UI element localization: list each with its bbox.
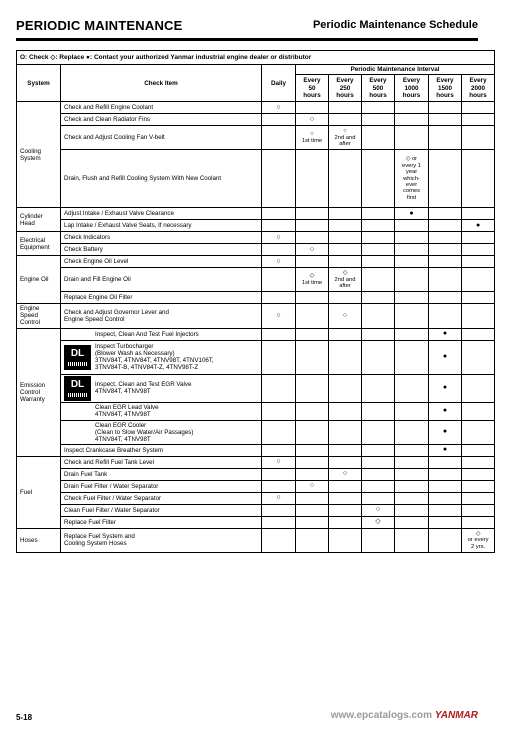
interval-cell	[362, 402, 395, 420]
check-item-cell	[61, 420, 262, 444]
table-row	[17, 232, 495, 244]
interval-cell	[462, 232, 495, 244]
check-item-label: Check and Adjust Governor Lever and Engine Speed Control	[64, 308, 169, 323]
daily-cell	[262, 402, 296, 420]
interval-cell	[395, 126, 429, 150]
interval-header: Every 250 hours	[329, 75, 362, 102]
interval-cell	[329, 102, 362, 114]
interval-cell	[462, 114, 495, 126]
check-item-cell	[61, 292, 262, 304]
interval-cell	[395, 402, 429, 420]
daily-cell	[262, 268, 296, 292]
daily-cell	[262, 208, 296, 220]
daily-cell	[262, 504, 296, 516]
daily-cell	[262, 244, 296, 256]
interval-cell	[296, 208, 329, 220]
interval-cell	[362, 340, 395, 374]
table-row	[17, 268, 495, 292]
check-item-cell	[61, 456, 262, 468]
interval-cell	[362, 304, 395, 328]
interval-cell	[429, 304, 462, 328]
check-item-cell	[61, 244, 262, 256]
check-item-label: Drain and Fill Engine Oil	[64, 276, 131, 284]
interval-cell	[462, 328, 495, 340]
daily-cell	[262, 516, 296, 528]
check-item-label: Lap Intake / Exhaust Valve Seats, If necessary	[64, 222, 192, 230]
table-row	[17, 528, 495, 552]
maintenance-schedule-table	[16, 50, 495, 553]
daily-cell	[262, 420, 296, 444]
check-item-label: Replace Engine Oil Filter	[64, 294, 133, 302]
table-row	[17, 444, 495, 456]
table-row	[17, 150, 495, 208]
interval-cell	[362, 480, 395, 492]
interval-cell	[296, 504, 329, 516]
table-row	[17, 480, 495, 492]
interval-cell: ○	[296, 480, 329, 492]
check-item-label: Check Engine Oil Level	[64, 258, 129, 266]
daily-cell	[262, 328, 296, 340]
interval-cell	[296, 516, 329, 528]
interval-cell	[329, 328, 362, 340]
interval-cell: ◇ 1st time	[296, 268, 329, 292]
interval-cell	[462, 516, 495, 528]
daily-cell	[262, 340, 296, 374]
interval-cell	[362, 126, 395, 150]
interval-cell: ●	[429, 420, 462, 444]
check-item-cell	[61, 208, 262, 220]
check-item-cell	[61, 444, 262, 456]
interval-cell	[395, 256, 429, 268]
table-row	[17, 244, 495, 256]
interval-cell	[296, 444, 329, 456]
daily-cell	[262, 374, 296, 402]
interval-cell	[296, 220, 329, 232]
interval-cell: ●	[429, 374, 462, 402]
interval-cell: ●	[429, 340, 462, 374]
check-item-label: Adjust Intake / Exhaust Valve Clearance	[64, 210, 174, 218]
interval-cell	[429, 114, 462, 126]
table-row	[17, 292, 495, 304]
interval-cell	[429, 244, 462, 256]
interval-cell	[395, 492, 429, 504]
interval-cell	[462, 468, 495, 480]
interval-cell: ●	[429, 402, 462, 420]
interval-cell	[429, 504, 462, 516]
interval-cell	[296, 492, 329, 504]
interval-cell	[329, 256, 362, 268]
check-item-cell	[61, 304, 262, 328]
check-item-label: Inspect, Clean and Test EGR Valve 4TNV84T, 4TNV98T	[95, 380, 192, 396]
check-item-label: Check Indicators	[64, 234, 111, 242]
check-item-cell	[61, 492, 262, 504]
daily-cell: ○	[262, 232, 296, 244]
daily-cell: ○	[262, 304, 296, 328]
interval-cell	[362, 268, 395, 292]
interval-cell	[362, 492, 395, 504]
table-row	[17, 304, 495, 328]
table-row	[17, 256, 495, 268]
interval-cell	[395, 304, 429, 328]
system-cell: Fuel	[17, 456, 61, 528]
interval-cell	[462, 420, 495, 444]
interval-cell	[296, 528, 329, 552]
brand-logo: YANMAR	[434, 710, 478, 721]
interval-cell	[462, 292, 495, 304]
check-item-cell	[61, 340, 262, 374]
table-row	[17, 114, 495, 126]
interval-cell	[395, 220, 429, 232]
interval-cell	[329, 420, 362, 444]
table-row	[17, 220, 495, 232]
interval-cell: ◇ or every 1 year which- ever comes first	[395, 150, 429, 208]
interval-cell	[429, 292, 462, 304]
interval-header: Every 50 hours	[296, 75, 329, 102]
check-item-cell	[61, 328, 262, 340]
check-item-label: Drain Fuel Filter / Water Separator	[64, 482, 159, 490]
check-item-cell	[61, 150, 262, 208]
interval-cell	[362, 150, 395, 208]
check-item-label: Check and Adjust Cooling Fan V-belt	[64, 134, 165, 142]
interval-cell	[362, 114, 395, 126]
interval-cell	[429, 102, 462, 114]
interval-cell	[429, 456, 462, 468]
daily-cell	[262, 220, 296, 232]
system-cell: Cooling System	[17, 102, 61, 208]
interval-cell	[329, 114, 362, 126]
interval-cell	[329, 504, 362, 516]
check-item-label: Check Fuel Filter / Water Separator	[64, 494, 162, 502]
interval-cell	[329, 340, 362, 374]
legend: O: Check ◇: Replace ●: Contact your authorized Yanmar industrial engine dealer or distributor	[17, 51, 495, 65]
interval-cell	[329, 232, 362, 244]
interval-cell	[296, 402, 329, 420]
daily-cell	[262, 480, 296, 492]
interval-cell	[362, 208, 395, 220]
interval-cell	[429, 528, 462, 552]
interval-cell	[362, 220, 395, 232]
section-title: PERIODIC MAINTENANCE	[16, 18, 183, 33]
interval-cell	[329, 374, 362, 402]
interval-cell	[462, 304, 495, 328]
system-cell: Engine Speed Control	[17, 304, 61, 328]
interval-cell: ○	[362, 504, 395, 516]
watermark-text: www.epcatalogs.com	[330, 710, 433, 721]
interval-cell	[329, 208, 362, 220]
interval-cell	[462, 492, 495, 504]
check-item-cell	[61, 126, 262, 150]
table-row	[17, 340, 495, 374]
header-rule	[16, 38, 478, 41]
check-item-label: Drain Fuel Tank	[64, 470, 108, 478]
interval-cell	[296, 232, 329, 244]
interval-cell	[395, 292, 429, 304]
interval-cell	[429, 480, 462, 492]
interval-cell: ○	[296, 244, 329, 256]
interval-cell	[362, 420, 395, 444]
interval-cell	[462, 102, 495, 114]
check-item-label: Clean EGR Cooler (Clean to Slow Water/Air Passages) 4TNV84T, 4TNV98T	[95, 421, 194, 443]
check-item-header: Check Item	[61, 65, 262, 102]
table-row	[17, 456, 495, 468]
table-row	[17, 468, 495, 480]
interval-cell: ●	[395, 208, 429, 220]
check-item-cell	[61, 220, 262, 232]
daily-cell: ○	[262, 492, 296, 504]
check-item-cell	[61, 402, 262, 420]
system-cell: Hoses	[17, 528, 61, 552]
interval-cell	[329, 456, 362, 468]
table-row	[17, 126, 495, 150]
interval-cell	[296, 256, 329, 268]
table-row	[17, 328, 495, 340]
dl-badge-icon: DL	[64, 345, 91, 370]
interval-cell	[362, 328, 395, 340]
interval-cell	[395, 468, 429, 480]
interval-cell	[362, 102, 395, 114]
interval-cell	[395, 456, 429, 468]
interval-cell	[395, 528, 429, 552]
interval-cell	[395, 114, 429, 126]
interval-cell	[462, 244, 495, 256]
table-row	[17, 420, 495, 444]
interval-cell	[429, 492, 462, 504]
interval-cell	[395, 420, 429, 444]
interval-cell	[395, 374, 429, 402]
table-row	[17, 492, 495, 504]
daily-cell	[262, 150, 296, 208]
table-row	[17, 374, 495, 402]
interval-cell	[395, 102, 429, 114]
daily-header: Daily	[262, 65, 296, 102]
page-header	[16, 18, 478, 38]
interval-header: Every 1500 hours	[429, 75, 462, 102]
interval-cell	[429, 516, 462, 528]
table-row	[17, 102, 495, 114]
interval-cell	[462, 374, 495, 402]
interval-cell	[329, 516, 362, 528]
check-item-cell	[61, 256, 262, 268]
system-cell: Emission Control Warranty	[17, 328, 61, 456]
interval-cell	[362, 256, 395, 268]
daily-cell	[262, 126, 296, 150]
table-row	[17, 516, 495, 528]
check-item-cell	[61, 102, 262, 114]
interval-cell	[395, 244, 429, 256]
interval-cell: ●	[429, 328, 462, 340]
interval-cell: ●	[429, 444, 462, 456]
interval-cell	[395, 232, 429, 244]
system-cell: Cylinder Head	[17, 208, 61, 232]
interval-cell	[462, 126, 495, 150]
interval-cell	[329, 480, 362, 492]
interval-cell: ○	[329, 304, 362, 328]
interval-cell	[329, 492, 362, 504]
interval-cell	[429, 256, 462, 268]
check-item-cell	[61, 516, 262, 528]
interval-cell: ○ 2nd and after	[329, 126, 362, 150]
table-row	[17, 504, 495, 516]
interval-cell	[462, 456, 495, 468]
interval-cell: ◇	[362, 516, 395, 528]
table-row	[17, 402, 495, 420]
interval-header: Every 500 hours	[362, 75, 395, 102]
daily-cell	[262, 528, 296, 552]
interval-cell	[329, 292, 362, 304]
interval-cell	[362, 232, 395, 244]
system-cell: Electrical Equipment	[17, 232, 61, 256]
interval-header: Every 2000 hours	[462, 75, 495, 102]
interval-cell	[429, 268, 462, 292]
interval-cell	[362, 292, 395, 304]
interval-cell	[462, 444, 495, 456]
interval-cell	[429, 220, 462, 232]
check-item-cell	[61, 232, 262, 244]
interval-cell	[329, 402, 362, 420]
interval-cell	[462, 340, 495, 374]
interval-cell	[395, 268, 429, 292]
interval-cell	[296, 340, 329, 374]
interval-cell	[296, 292, 329, 304]
check-item-label: Inspect Turbocharger (Blower Wash as Necessary) 3TNV84T, 4TNV84T, 4TNV98T, 4TNV106T, 3TNV84T-B, 4TNV84T-Z, 4TNV98T-Z	[95, 342, 214, 372]
interval-cell: ◇ or every 2 yrs.	[462, 528, 495, 552]
interval-cell	[362, 244, 395, 256]
interval-cell	[429, 208, 462, 220]
interval-cell	[296, 420, 329, 444]
daily-cell	[262, 292, 296, 304]
daily-cell	[262, 114, 296, 126]
interval-cell	[329, 444, 362, 456]
check-item-cell	[61, 114, 262, 126]
daily-cell	[262, 444, 296, 456]
interval-cell	[362, 444, 395, 456]
interval-cell	[329, 150, 362, 208]
table-row	[17, 208, 495, 220]
interval-cell	[296, 102, 329, 114]
interval-cell: ◇ 2nd and after	[329, 268, 362, 292]
schedule-body	[17, 102, 495, 553]
check-item-cell	[61, 480, 262, 492]
interval-cell	[462, 480, 495, 492]
interval-cell	[362, 374, 395, 402]
daily-cell: ○	[262, 102, 296, 114]
system-header: System	[17, 65, 61, 102]
page-title: Periodic Maintenance Schedule	[312, 19, 478, 31]
check-item-label: Clean Fuel Filter / Water Separator	[64, 506, 160, 514]
interval-cell	[462, 504, 495, 516]
check-item-cell	[61, 374, 262, 402]
check-item-cell	[61, 268, 262, 292]
interval-cell	[462, 402, 495, 420]
interval-cell	[329, 528, 362, 552]
interval-cell	[296, 304, 329, 328]
interval-cell: ○	[329, 468, 362, 480]
interval-cell	[395, 340, 429, 374]
check-item-label: Drain, Flush and Refill Cooling System With New Coolant	[64, 175, 222, 183]
check-item-cell	[61, 468, 262, 480]
interval-cell: ○	[296, 114, 329, 126]
check-item-label: Inspect, Clean And Test Fuel Injectors	[95, 330, 199, 338]
interval-group-header: Periodic Maintenance Interval	[296, 65, 495, 75]
interval-cell	[462, 268, 495, 292]
check-item-label: Clean EGR Lead Valve 4TNV84T, 4TNV98T	[95, 403, 159, 419]
interval-cell	[296, 456, 329, 468]
interval-cell	[395, 444, 429, 456]
interval-cell	[296, 374, 329, 402]
interval-cell	[395, 504, 429, 516]
interval-cell	[296, 150, 329, 208]
check-item-label: Check and Refill Fuel Tank Level	[64, 458, 154, 466]
check-item-label: Replace Fuel Filter	[64, 518, 116, 526]
interval-cell	[462, 208, 495, 220]
interval-cell	[429, 126, 462, 150]
interval-cell	[362, 468, 395, 480]
dl-badge-icon: DL	[64, 376, 91, 401]
check-item-label: Check and Clean Radiator Fins	[64, 116, 150, 124]
daily-cell: ○	[262, 456, 296, 468]
interval-cell	[296, 468, 329, 480]
interval-cell	[362, 456, 395, 468]
interval-cell	[395, 516, 429, 528]
interval-cell	[329, 220, 362, 232]
check-item-label: Inspect Crankcase Breather System	[64, 446, 164, 454]
interval-cell	[462, 150, 495, 208]
interval-cell	[296, 328, 329, 340]
check-item-label: Replace Fuel System and Cooling System Hoses	[64, 533, 135, 548]
interval-header: Every 1000 hours	[395, 75, 429, 102]
check-item-label: Check Battery	[64, 246, 103, 254]
interval-cell	[362, 528, 395, 552]
interval-cell	[429, 232, 462, 244]
interval-cell: ○ 1st time	[296, 126, 329, 150]
check-item-cell	[61, 504, 262, 516]
interval-cell	[395, 328, 429, 340]
interval-cell	[429, 468, 462, 480]
footer-watermark	[331, 710, 478, 721]
daily-cell	[262, 468, 296, 480]
interval-cell: ●	[462, 220, 495, 232]
check-item-cell	[61, 528, 262, 552]
interval-cell	[429, 150, 462, 208]
interval-cell	[395, 480, 429, 492]
system-cell: Engine Oil	[17, 256, 61, 304]
interval-cell	[462, 256, 495, 268]
page-number: 5-18	[16, 713, 33, 722]
daily-cell: ○	[262, 256, 296, 268]
check-item-label: Check and Refill Engine Coolant	[64, 104, 154, 112]
interval-cell	[329, 244, 362, 256]
